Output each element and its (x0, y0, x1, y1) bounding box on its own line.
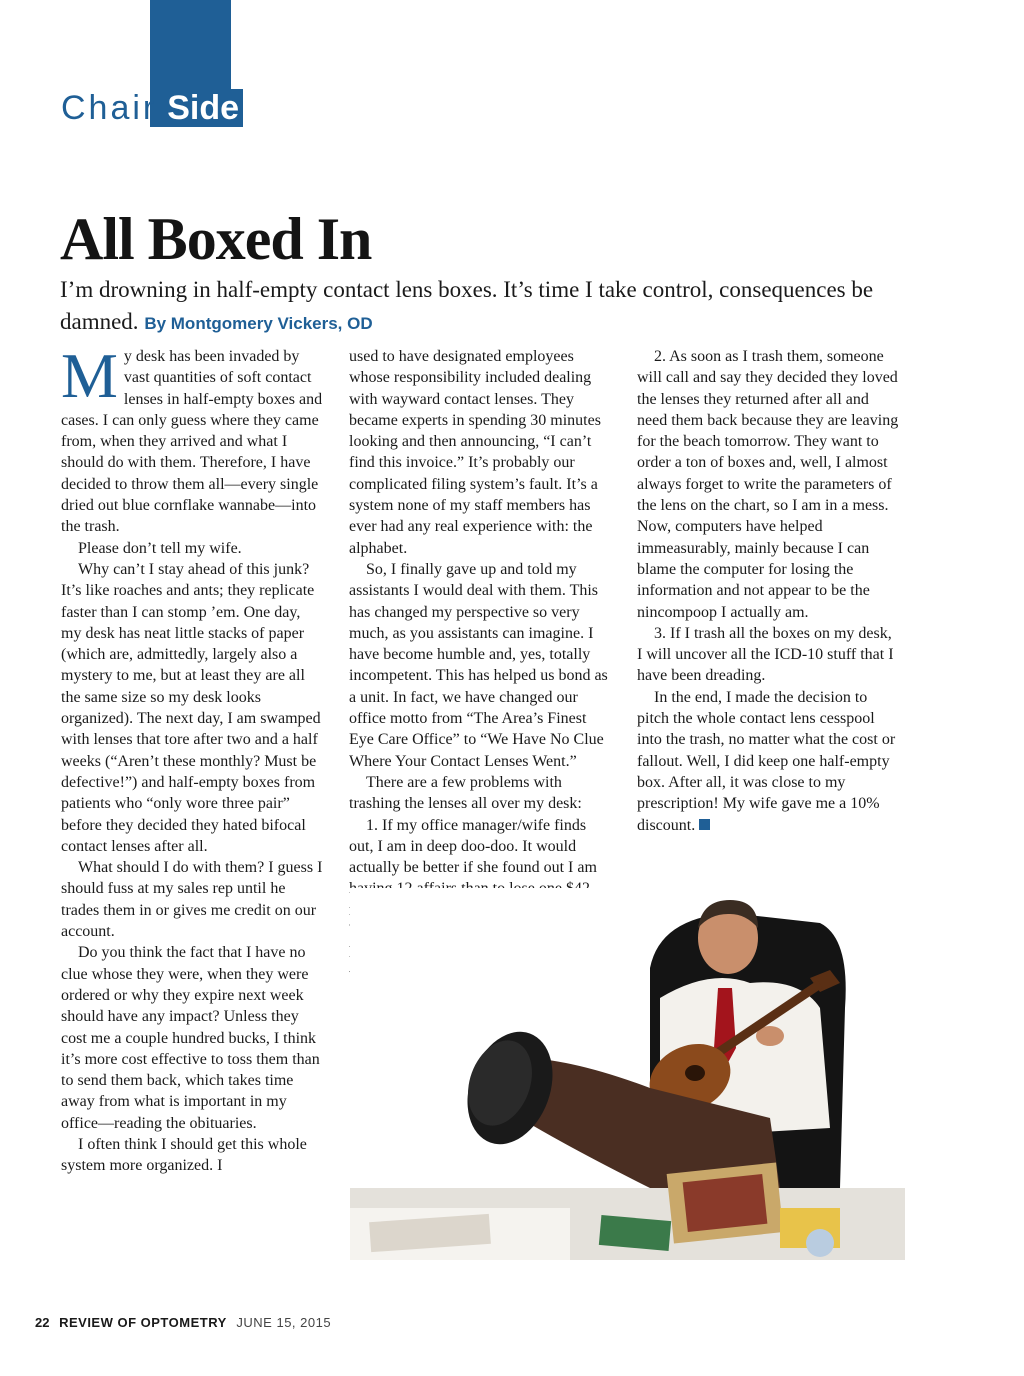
paragraph (637, 687, 899, 836)
author-photo (350, 888, 905, 1260)
section-label-chair: Chair (61, 89, 158, 127)
paragraph: Do you think the fact that I have no clue whose they were, when they were ordered or why they expire next week should have any impact? Unless they cost me a couple hundred bucks, I think it’s more cost effective to toss them than to send them back, which takes time away from what is important in my office—reading the obituaries. (61, 944, 320, 1132)
deck-text: I’m drowning in half-empty contact lens boxes. It’s time I take control, consequences be damned. (60, 277, 874, 334)
section-label-side: Side (163, 89, 243, 127)
body-column-1 (61, 340, 323, 1177)
magazine-name: REVIEW OF OPTOMETRY (59, 1315, 227, 1330)
body-column-3 (637, 346, 899, 836)
paragraph-text: 1. If my office manager/wife finds out, I am in deep doo-doo. It would actually be better if she found out I am (349, 816, 597, 877)
section-label (61, 88, 243, 128)
paragraph: So, I finally gave up and told my assistants I would deal with them. This has changed my perspective so very much, as you assistants can imagine. I have become humble and, yes, totally incompetent. This has helped us bond as a unit. In fact, we have changed our office motto from “The Area’s Finest Eye Care Office” to “We Have No Clue Where Your Contact Lenses Went.” (349, 560, 608, 770)
paragraph-text: In the end, I made the decision to pitch the whole contact lens cesspool into the trash, no matter what the cost or fallout. Well, I did keep one half-empty box. After all, it was close to my prescription! My wife gave me a 10% discount. (637, 688, 896, 834)
end-of-article-square-icon (699, 819, 710, 830)
author-photo-illustration (350, 888, 905, 1260)
page-number: 22 (35, 1315, 50, 1330)
article-deck (60, 274, 950, 340)
byline: By Montgomery Vickers, OD (144, 314, 373, 333)
article-headline: All Boxed In (60, 206, 372, 272)
paragraph: 3. If I trash all the boxes on my desk, I will uncover all the ICD-10 stuff that I have been dreading. (637, 624, 894, 685)
paragraph: Why can’t I stay ahead of this junk? It’s like roaches and ants; they replicate faster than I can stomp ’em. One day, my desk has neat little stacks of paper (which are, admittedly, largely also a mystery to me, but at least they are all the same size so my desk looks organized). The next day, I am swamped with lenses that tore after two and a half weeks (“Aren’t these monthly? Must be defective!”) and half-empty boxes from patients who “only wore three pair” before they decided they hated bifocal contact lenses after all. (61, 560, 321, 855)
issue-date: JUNE 15, 2015 (236, 1315, 332, 1330)
drop-cap: M (61, 340, 118, 411)
paragraph: 2. As soon as I trash them, someone will call and say they decided they loved the lenses they returned after all and need them back because they are leaving for the beach tomorrow. They want to order a ton of boxes and, well, I almost always forget to write the parameters of the lens on the chart, so I am in a mess. Now, computers have helped immeasurably, mainly because I can blame the computer for losing the information and not appear to be the nincompoop I actually am. (637, 348, 899, 621)
page-footer (35, 1314, 331, 1332)
paragraph: used to have designated employees whose responsibility included dealing with wayward contact lenses. They became experts in spending 30 minutes looking and then announcing, “I can’t find this invoice.” It’s probably our complicated filing system’s fault. It’s a system none of my staff members has ever had any real experience with: the alphabet. (349, 348, 601, 557)
paragraph: What should I do with them? I guess I should fuss at my sales rep until he trades them in or gives me credit on our account. (61, 859, 323, 941)
paragraph-text: y desk has been invaded by vast quantities of soft contact lenses in half-empty boxes and cases. I can only guess where they came from, when they arrived and what I should do with them. Therefore, I have decided to throw them all—every single dried out blue cornflake wannabe—into the trash. (61, 348, 323, 536)
paragraph: There are a few problems with trashing the lenses all over my desk: (349, 773, 582, 813)
paragraph (61, 340, 323, 538)
paragraph: Please don’t tell my wife. (78, 539, 242, 557)
paragraph: I often think I should get this whole system more organized. I (61, 1135, 307, 1175)
